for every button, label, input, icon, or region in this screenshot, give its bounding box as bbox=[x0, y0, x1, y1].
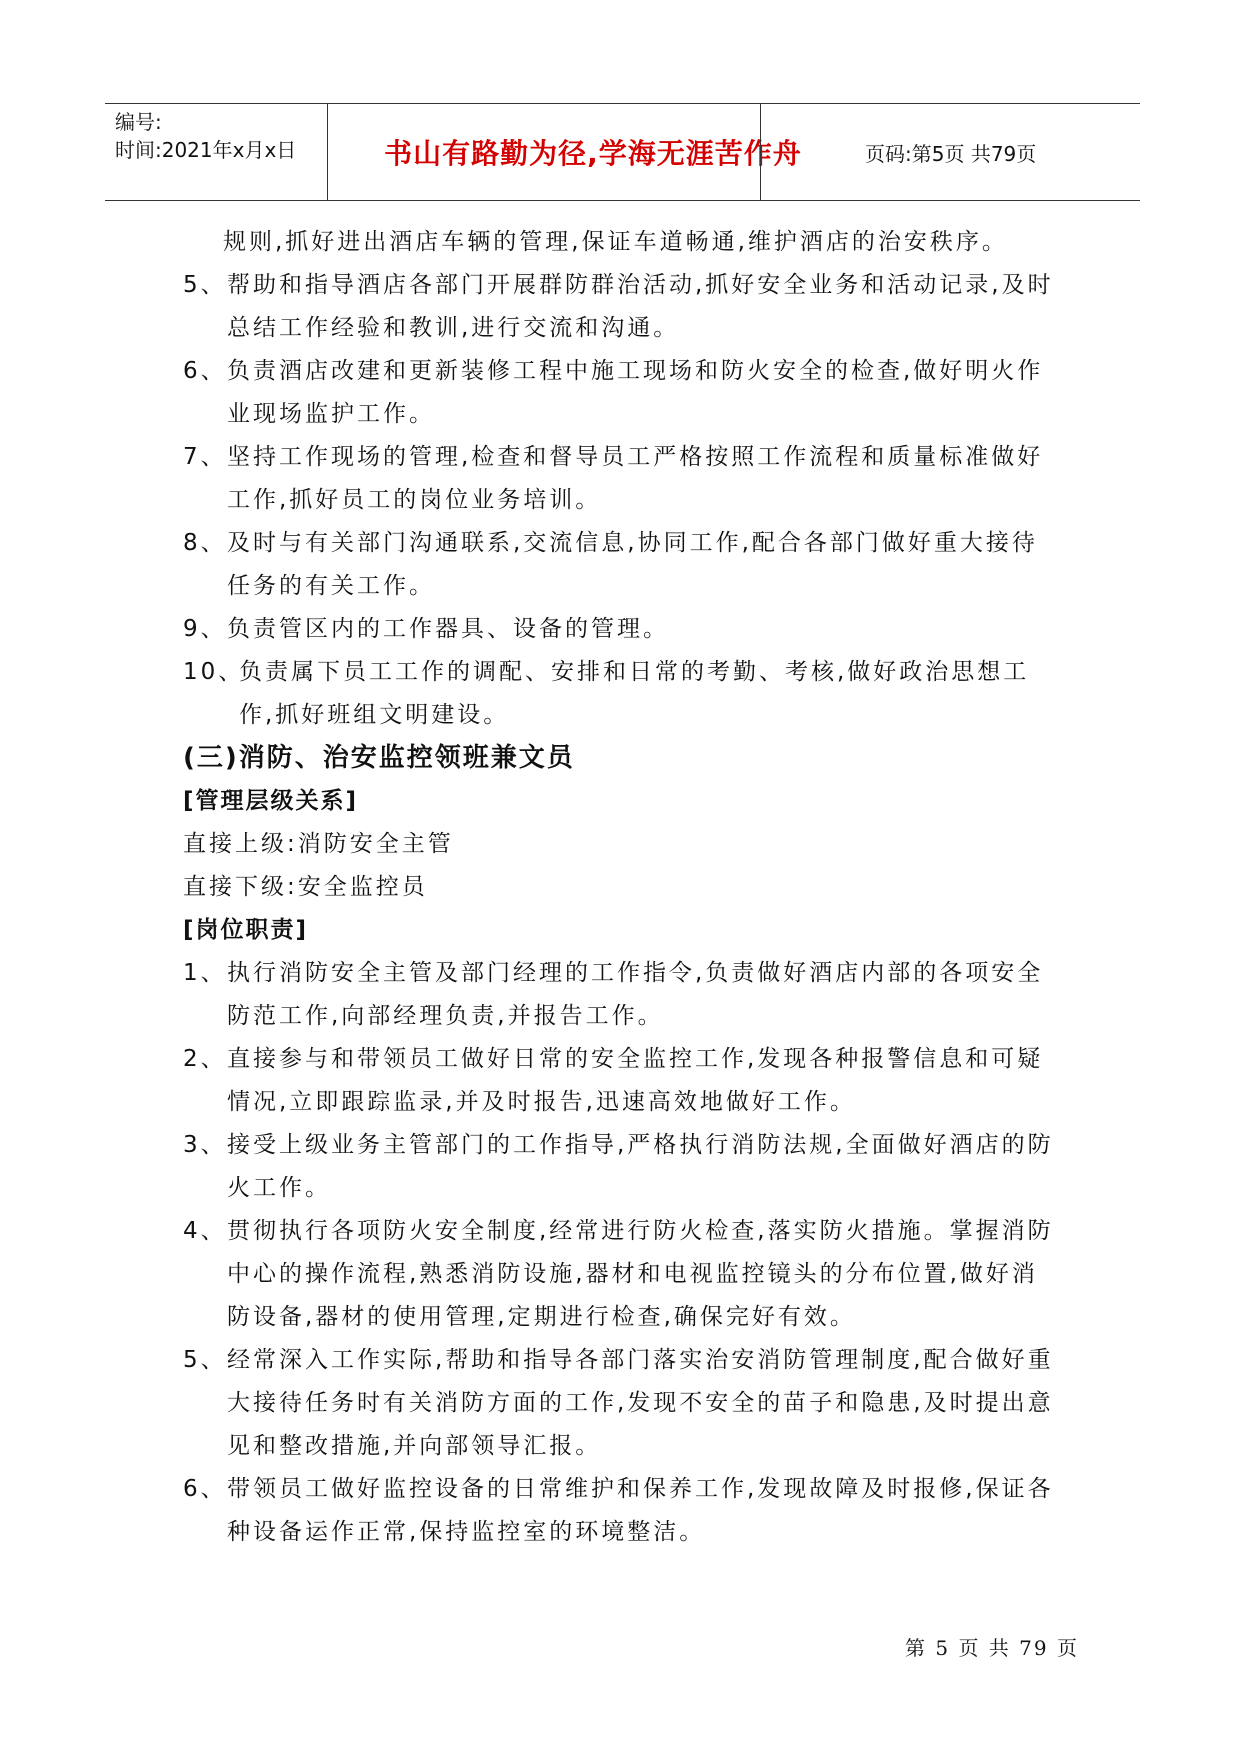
list-item-text: 贯彻执行各项防火安全制度,经常进行防火检查,落实防火措施。掌握消防中心的操作流程,熟悉消防设施,器材和电视监控镜头的分布位置,做好消防设备,器材的使用管理,定期进行检查,确保完好有效。 bbox=[227, 1218, 1054, 1330]
continued-paragraph: 规则,抓好进出酒店车辆的管理,保证车道畅通,维护酒店的治安秩序。 bbox=[223, 229, 1008, 255]
list-item-number: 8、 bbox=[183, 530, 227, 556]
list-item-number: 5、 bbox=[183, 1347, 227, 1373]
header-meta bbox=[115, 108, 296, 164]
list-item-number: 3、 bbox=[183, 1132, 227, 1158]
list-item-number: 6、 bbox=[183, 358, 227, 384]
list-item-number: 10、 bbox=[183, 659, 245, 685]
list-item bbox=[183, 608, 1063, 651]
list-item-number: 1、 bbox=[183, 960, 227, 986]
list-item-number: 7、 bbox=[183, 444, 227, 470]
list-item-number: 6、 bbox=[183, 1476, 227, 1502]
section-heading: (三)消防、治安监控领班兼文员 bbox=[183, 743, 575, 773]
list-item-text: 执行消防安全主管及部门经理的工作指令,负责做好酒店内部的各项安全防范工作,向部经理负责,并报告工作。 bbox=[227, 960, 1044, 1029]
list-item bbox=[183, 1468, 1063, 1554]
page-footer: 第 5 页 共 79 页 bbox=[905, 1636, 1079, 1660]
list-item-text: 及时与有关部门沟通联系,交流信息,协同工作,配合各部门做好重大接待任务的有关工作。 bbox=[227, 530, 1038, 599]
header-divider bbox=[760, 104, 761, 200]
list-item bbox=[183, 264, 1063, 350]
list-item-number: 5、 bbox=[183, 272, 227, 298]
list-item-number: 4、 bbox=[183, 1218, 227, 1244]
header-motto: 书山有路勤为径,学海无涯苦作舟 bbox=[384, 137, 802, 170]
management-hierarchy-heading: [管理层级关系] bbox=[183, 788, 359, 814]
list-item bbox=[183, 1038, 1063, 1124]
list-item-text: 负责酒店改建和更新装修工程中施工现场和防火安全的检查,做好明火作业现场监护工作。 bbox=[227, 358, 1044, 427]
list-item-text: 带领员工做好监控设备的日常维护和保养工作,发现故障及时报修,保证各种设备运作正常,保持监控室的环境整洁。 bbox=[227, 1476, 1054, 1545]
list-item bbox=[183, 1339, 1063, 1468]
list-item bbox=[183, 436, 1063, 522]
document-body bbox=[183, 221, 1063, 1554]
list-item-text: 负责属下员工工作的调配、安排和日常的考勤、考核,做好政治思想工作,抓好班组文明建设。 bbox=[239, 659, 1030, 728]
header-page-code: 页码:第5页 共79页 bbox=[865, 142, 1037, 166]
page-header bbox=[105, 103, 1140, 201]
direct-superior: 直接上级:消防安全主管 bbox=[183, 831, 454, 857]
direct-subordinate: 直接下级:安全监控员 bbox=[183, 874, 428, 900]
header-divider bbox=[327, 104, 328, 200]
list-item-number: 9、 bbox=[183, 616, 227, 642]
list-item bbox=[183, 651, 1063, 737]
document-time-label: 时间:2021年x月x日 bbox=[115, 138, 297, 162]
list-item bbox=[183, 952, 1063, 1038]
list-item-text: 坚持工作现场的管理,检查和督导员工严格按照工作流程和质量标准做好工作,抓好员工的岗位业务培训。 bbox=[227, 444, 1044, 513]
document-number-label: 编号: bbox=[115, 110, 162, 134]
list-item-text: 负责管区内的工作器具、设备的管理。 bbox=[227, 616, 669, 642]
duties-heading: [岗位职责] bbox=[183, 917, 309, 943]
list-item bbox=[183, 1124, 1063, 1210]
list-item-number: 2、 bbox=[183, 1046, 227, 1072]
list-item bbox=[183, 350, 1063, 436]
list-item-text: 直接参与和带领员工做好日常的安全监控工作,发现各种报警信息和可疑情况,立即跟踪监录,并及时报告,迅速高效地做好工作。 bbox=[227, 1046, 1044, 1115]
list-item-text: 帮助和指导酒店各部门开展群防群治活动,抓好安全业务和活动记录,及时总结工作经验和教训,进行交流和沟通。 bbox=[227, 272, 1054, 341]
list-item-text: 接受上级业务主管部门的工作指导,严格执行消防法规,全面做好酒店的防火工作。 bbox=[227, 1132, 1054, 1201]
list-item bbox=[183, 522, 1063, 608]
list-item-text: 经常深入工作实际,帮助和指导各部门落实治安消防管理制度,配合做好重大接待任务时有关消防方面的工作,发现不安全的苗子和隐患,及时提出意见和整改措施,并向部领导汇报。 bbox=[227, 1347, 1054, 1459]
list-item bbox=[183, 1210, 1063, 1339]
